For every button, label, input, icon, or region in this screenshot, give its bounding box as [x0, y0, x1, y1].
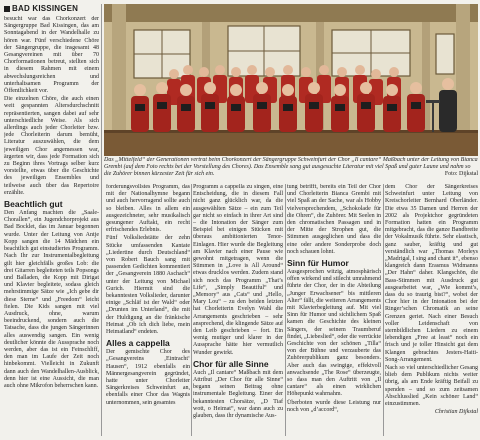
choir-photo — [104, 4, 478, 156]
photo-credit: Foto: Dijkstal — [444, 171, 478, 177]
paragraph: Den Anfang machten die „Saale-Chorallen“, ein Jugendchorprojekt aus Bad Bocklet, das im Januar begonnen wurde. Unter der Leitung von Antje Kopp sangen die 14 Mädchen ein beachtlich gut einstudiertes Programm. Nach Ihr zur Instrumentalbegleitung gilt hier gleichfälls großes Lob: die drei Gitarren begleiteten teils Popsongs und Balladen, die Kopp mit Dirigat und Klavier begleitete, sodass gleich mehrstimmige Sätze wie „Ich gebe dir diese Sterne“ und „Freedom“ leicht fielen. Die Kids sangen mit viel Ausdruck, ohne, warum beeindruckend, sondern auch die Tatsache, dass die jungen Sängerinnen alles auswendig sangen. Ein wenig deutlicher könnte die Aussprache noch werden, aber das ist ein Feinschliff, den man im Laufe der Zeit noch hinbekommt. Vielleicht in Zukunft dann auch den Wandelhallen-Ausblick, denn hier ist eine Aussicht, die man auch ohne Mikrofon beherrschen kann. — [4, 210, 99, 389]
author-credit: Christian Dijkstal — [434, 409, 478, 416]
caption-text: Das „Mittelfeld“ der Generationen vertrat beim Chorkonzert der Sängergruppe Schweinfurt der Chor „Il cantare“ Maßbach unter der Leitung von Bianca Grembi (auf dem Foto rechts bei der Vorstellung des Chores). Das Ensemble sang gut ausgesuchte Literatur mit viel Spaß und guter Laune und nahm so die Zuhörer binnen kürzester Zeit für sich ein. — [104, 157, 478, 177]
section-location: BAD KISSINGEN — [12, 4, 79, 13]
paragraph: Überboten wurde diese Leistung nur noch von „d’accord“, — [287, 399, 381, 413]
subheading-alles-a-cappella: Alles a cappella — [106, 338, 170, 349]
paragraph: Die einzelnen Chöre, die auch einen weit gespannten Altersdurchschnitt repräsentierten, sangen dabei auf sehr unterschiedliche Weise. Als sich allerdings auch jeder Chorleiter bzw. jede Chorleiterin darum bemüht, Literatur auszuwählen, die dem jeweiligen Chor angemessen war, ärgerten wir, dass jede Formation sich zu Beginn ihres Vortrags selber kurz vorstellte, etwas über die Geschichte des jeweiligen Ensembles und teilweise auch über das Repertoire erzählte. — [4, 96, 99, 196]
subheading-sinn-fuer-humor: Sinn für Humor — [287, 258, 349, 269]
paragraph: Auch „Il cantare“ Maßbach mit dem Attribut „Der Chor für alle Sinne“ begann seinen Beitrag ohne instrumentale Begleitung. Einer der bekanntesten Chorsätze, „D Tiaf wott, o Heimat“, war dann auch zu glauben, dass ihr dynamische Aus- — [193, 369, 283, 420]
subheading-chor-fuer-alle-sinne: Chor für alle Sinne — [193, 358, 269, 369]
paragraph: Nach so viel unterschiedlicher Gesang blieb dem Publikum nichts weiter übrig, als am Ende kräftig Beifall zu spenden – und so zum zeitsamen Abschlusslied „Kein schöner Land“ einzustimmen. — [385, 365, 478, 408]
paragraph: forderungsvollstes Programm, das mit der Nationalhymne begann und auch hervorragend sollte auch so bleiben. Alles in allem ein ausgezeichneter, sehr musikalisch gesungener Auftakt, ein recht erfrischendes Erlebnis. — [106, 184, 190, 234]
paragraph: Der gemischte Chor des „Gesangvereins ‚Eintracht‘ Hausen“, 1912 ebenfalls ein Männergesangverein gegründet, hatte unter Chorleiter Sängerkreises Schweinfurt an, ebenfalls einer Chor das Wagnis unternommen, sein gesamtes — [106, 349, 190, 406]
article-column-2 — [106, 184, 190, 436]
photo-caption — [104, 157, 478, 179]
column-divider — [383, 184, 384, 436]
article-column-3 — [193, 184, 283, 436]
header-marker-icon — [4, 6, 10, 12]
article-column-4 — [287, 184, 381, 436]
article-column-5 — [385, 184, 478, 436]
section-header — [4, 3, 100, 14]
paragraph: Ausgesprochen witzig, atmosphärisch offen wirkend und stilecht umrahmend führte der Chor, der in die Abteilung „Junger Erwachsener“ bis mittleren Alter“ fällt, die weiteren Arrangements mit Klavierbegleitung auf. Mit viel Sinn für Humor und sichtlichem Spaß kamen die Geschichte des kleinen Sängers, der seinem Traumberuf findet, „Liebeslied“, oder die verrückte Geschichte von der schönen „Tilla“ von der Bühne und verzauberte das Zuhörerpublikum ganz besonders. Aber auch das swingige, effektvoll anwachsende „The Rose“ überzeugte, so dass man den Auftritt von „Il cantare“ als einen wirklichen Höhepunkt wahrnahm. — [287, 269, 381, 398]
column-divider — [191, 184, 192, 436]
paragraph: besucht war das Chorkonzert der Sängergruppe Bad Kissingen, das am Sonntagabend in der Wandelhalle zu hören war. Fünf verschiedene Chöre der Sängergruppe, die insgesamt 48 Gesangvereinen mit über 70 Chorformationen betreut, stellten sich in diesem Rahmen mit einem abwechslungsreichen und unterhaltsamen Programm der Öffentlichkeit vor. — [4, 16, 99, 95]
choir-photo-illustration — [104, 4, 478, 156]
paragraph: Fünf Volksliedstätte der zehn Stücke umfassenden Kantate „Liedertine durch Deutschland“ von Robert Bauch sang mit passenden Gedichten kommentiert der „Gesangverein 1880 Aschach“ unter der Leitung von Michael Gurich. Hiermit sind die bekanntesten Volkslieder, darunter einige „Schläf ist der Wald“ oder „Drunten im Unterland“, die mit der Huldigung an die fränkische Heimat „Ob ich dich liebe, mein Heimatland“ endeten. — [106, 235, 190, 336]
article-column-1 — [4, 16, 99, 436]
subheading-beachtlich-gut: Beachtlich gut — [4, 199, 63, 210]
column-divider — [285, 184, 286, 436]
paragraph: Programm a cappella zu singen, eine Entscheidung, die in diesem Fall nicht ganz glücklich war, da die ausgewählten Sätze – ein zum Teil gar nicht so einfach in ihrer Art sind – die Intonation der Sänger zum Beispiel bei einigen Stücken mit überaus ambitionierten Tenor-Einlagen. Hier wurde die Begleitung am Klavier nach einer Pause wie gewohnt mitgetragen, wenn die Stimmen in „Love is All Around“ etwas drucklos werden. Zudem stand sich noch das Programm „That’s Life“, „Simply Beautiful“ und „Memory“ aus „Cats“ und „Hello, Mary Lou“ – zu den beiden letzten hat Chorleiterin Evelyn Wahl die Arrangements geschrieben – sehr ansprechend, die klingende Sätze auf den Leib geschrieben – fort. Ein wenig mutiger und klarer in der Aussprache hätte hier vermutlich Wunder gewirkt. — [193, 184, 283, 356]
paragraph: tung betrifft, bereits ein Teil der Chor und Chorleiterin Bianca Grembi mit viel Spaß an der Sache, war als Hobby vielversprechendem, „Schokolade für die Ohren“, die Zuhörer. Mit Seelen in den chromatischen Passagen und in der Mitte der Strophen gut, die Stimmen ausgeglichen und dass die eine oder andere Sonderprobe doch noch schauen lohnt. — [287, 184, 381, 255]
paragraph: dem Chor der Sängerkreises Schweinfurt unter Leitung von Kreischorleiter Bernhard Oberländer. Die etwa 35 Damen und Herren der 2002 als Projektchor gegründeten Formation hatten ein Programm mitgebracht, das die ganze Bandbreite der Vokalmusik führte. Sehr elastisch, ganz sauber, kräftig und gut verständlich war „Thomas Morleys „Madrigal, I sing and chant it“, ebenso klangreich dann Erasmus Widmanns „Der Hahn“ daher. Klangschön, die Bass-Stimmen mit Ausdruck gut ausgearbeitet war, „Wie kommt’s, dass du so traurig bist?“, wobei der Chor hier in der Intonation bei der Ringer’schen Chromatik an seine Grenzen geriet. Nach einer Besuch voller Leidenschaft von sternbildlichen Liedern zu einem lebendigen „Free at least“ noch ein frisch und je toller Hinsicht gut dem Klangen gebrachtes Jesters-Haiti-Song-Arrangement. — [385, 184, 478, 363]
column-divider — [101, 4, 102, 436]
